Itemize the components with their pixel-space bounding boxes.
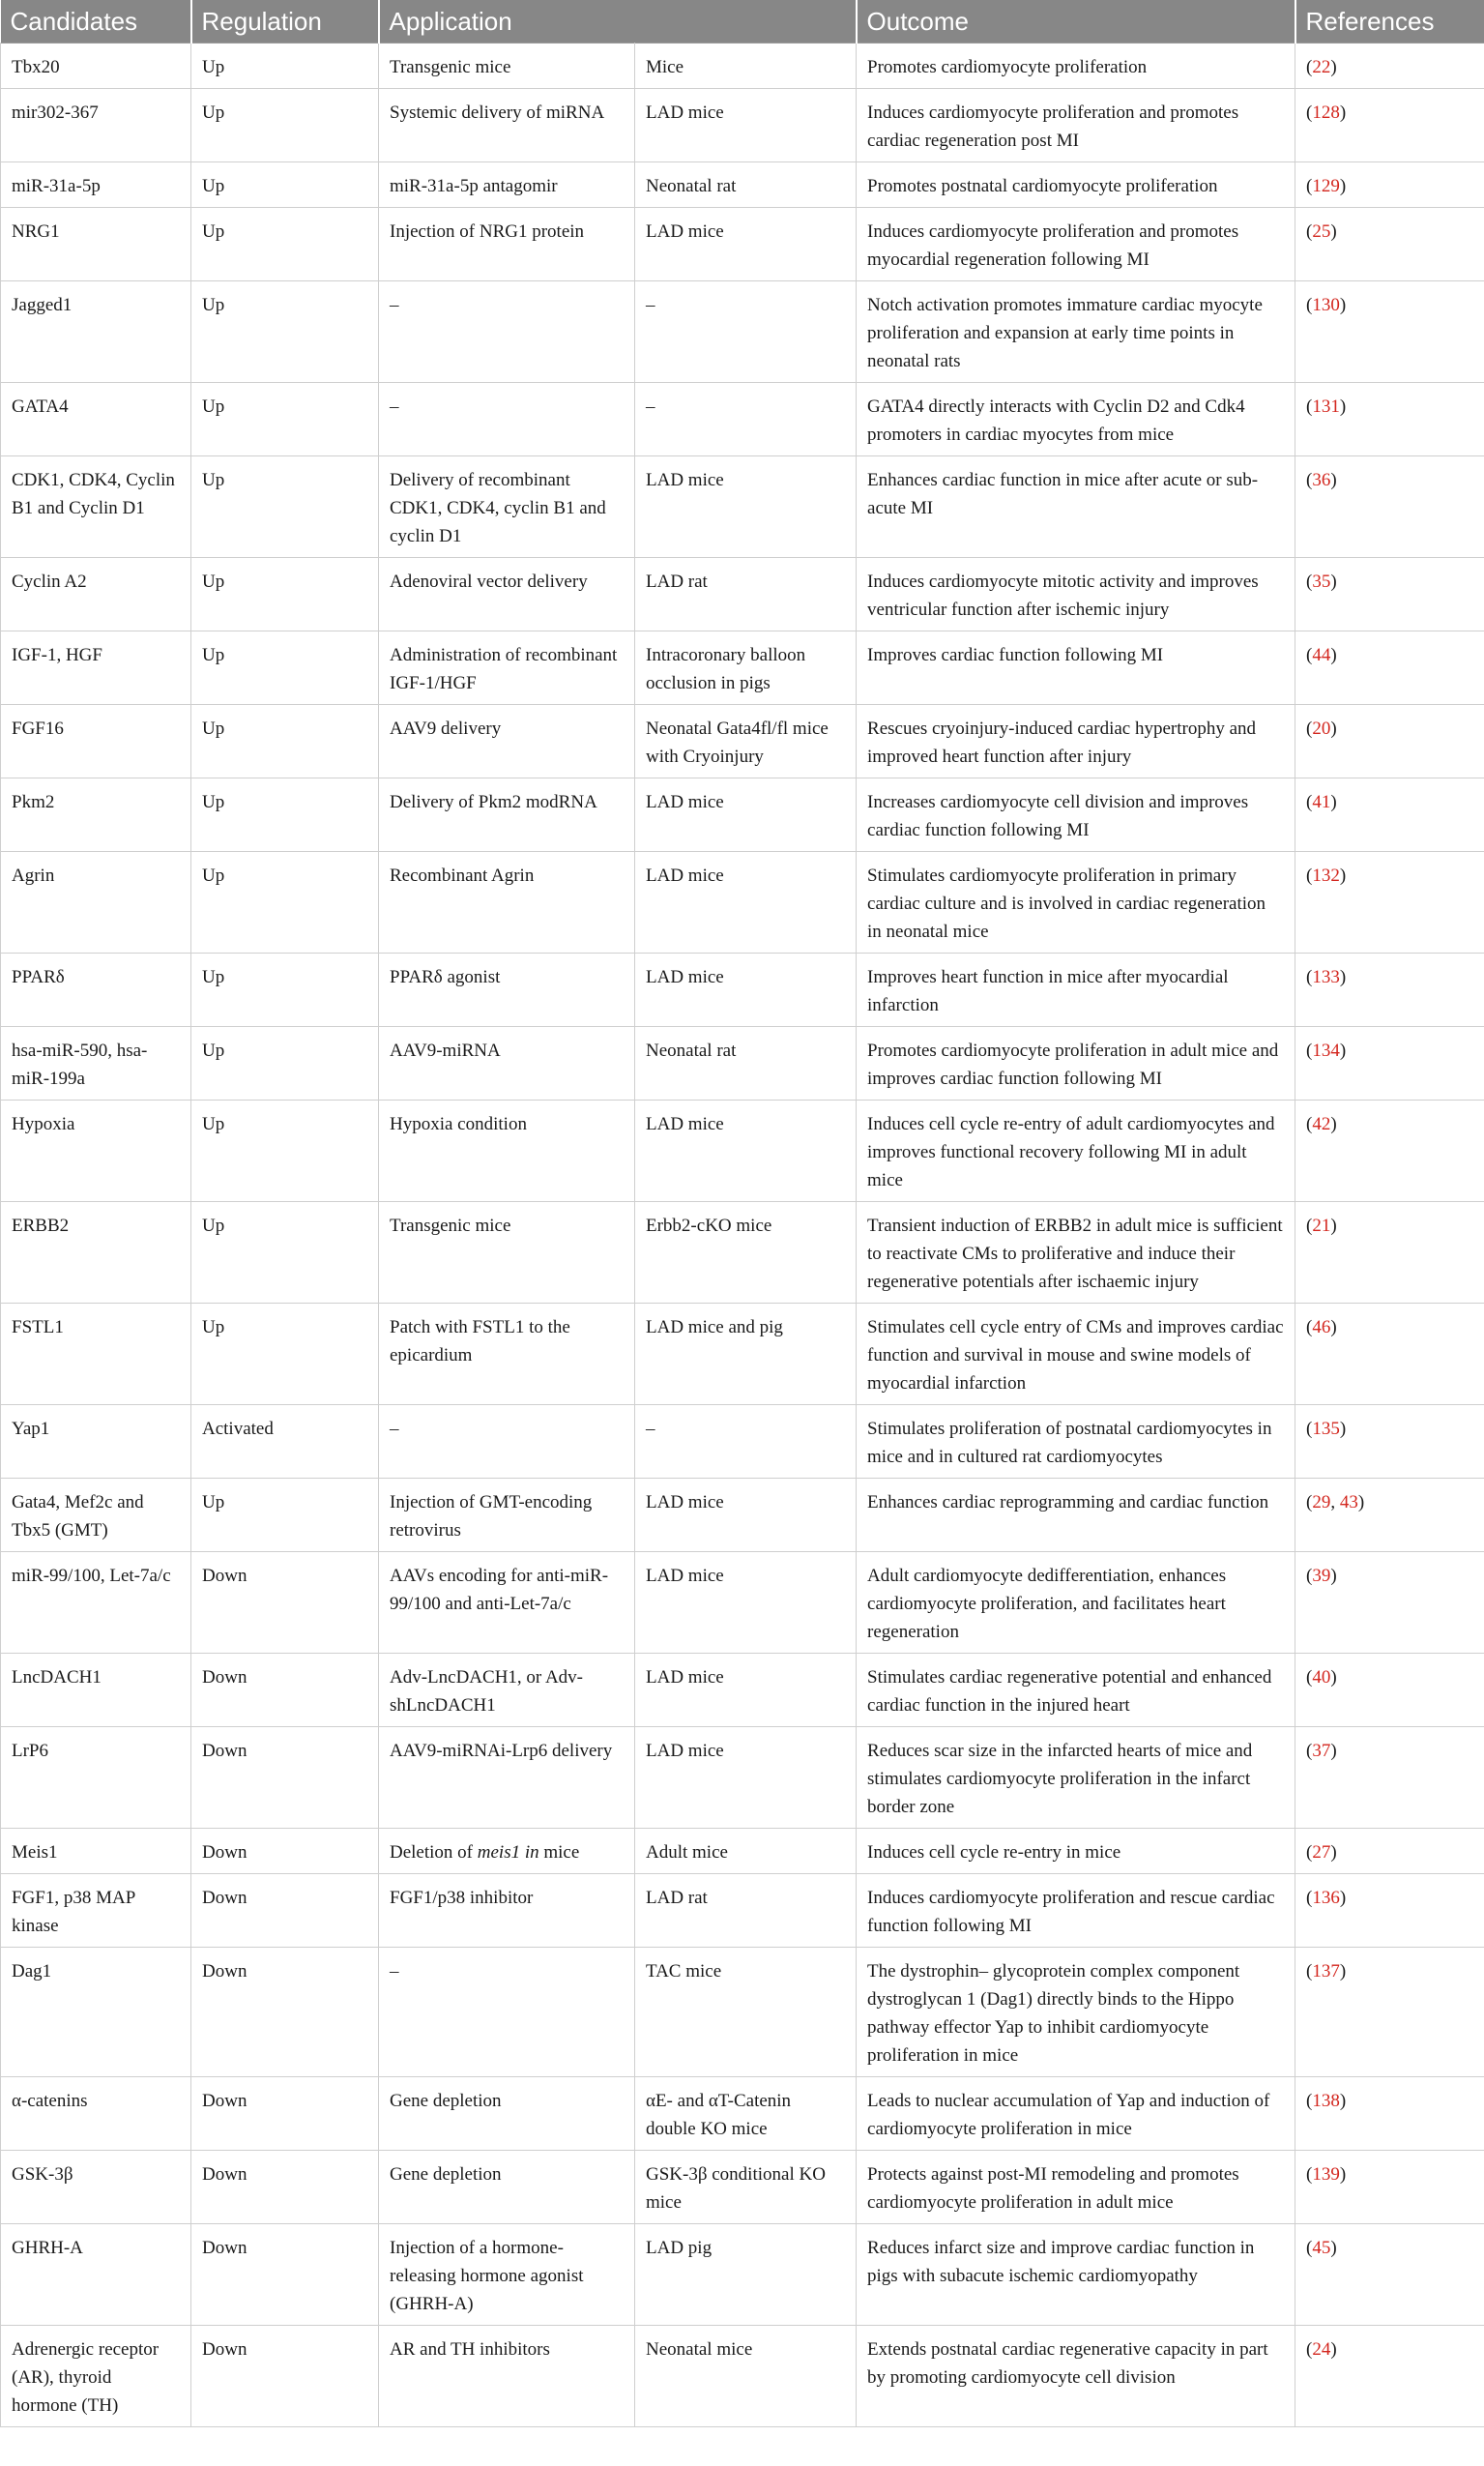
- cell-application: AR and TH inhibitors: [379, 2326, 635, 2427]
- cell-references: (134): [1295, 1027, 1484, 1101]
- cell-model: LAD mice: [635, 456, 857, 558]
- cell-outcome: Promotes postnatal cardiomyocyte proliferation: [857, 162, 1295, 208]
- application-text: mice: [538, 1842, 580, 1863]
- reference-link[interactable]: 42: [1312, 1114, 1331, 1134]
- cell-references: (29, 43): [1295, 1479, 1484, 1552]
- cell-references: (45): [1295, 2224, 1484, 2326]
- header-regulation: Regulation: [191, 0, 379, 44]
- cell-outcome: Reduces scar size in the infarcted hearts of mice and stimulates cardiomyocyte proliferation in the infarct border zone: [857, 1727, 1295, 1829]
- header-application: Application: [379, 0, 857, 44]
- cell-model: Mice: [635, 44, 857, 89]
- cell-outcome: The dystrophin– glycoprotein complex component dystroglycan 1 (Dag1) directly binds to the Hippo pathway effector Yap to inhibit cardiomyocyte proliferation in mice: [857, 1948, 1295, 2077]
- cell-outcome: Induces cell cycle re-entry in mice: [857, 1829, 1295, 1874]
- cell-outcome: Stimulates cardiac regenerative potential and enhanced cardiac function in the injured heart: [857, 1654, 1295, 1727]
- cell-regulation: Down: [191, 1948, 379, 2077]
- cell-outcome: Improves cardiac function following MI: [857, 631, 1295, 705]
- cell-model: αE- and αT-Catenin double KO mice: [635, 2077, 857, 2151]
- cell-references: (25): [1295, 208, 1484, 281]
- cell-references: (36): [1295, 456, 1484, 558]
- table-row: [1, 1654, 1484, 1727]
- reference-link[interactable]: 41: [1312, 792, 1331, 812]
- cell-references: (24): [1295, 2326, 1484, 2427]
- cell-model: –: [635, 383, 857, 456]
- cell-references: (37): [1295, 1727, 1484, 1829]
- reference-link[interactable]: 22: [1312, 57, 1331, 77]
- cell-candidate: Meis1: [1, 1829, 191, 1874]
- cell-references: (42): [1295, 1101, 1484, 1202]
- cell-candidate: IGF-1, HGF: [1, 631, 191, 705]
- cell-outcome: Leads to nuclear accumulation of Yap and induction of cardiomyocyte proliferation in mice: [857, 2077, 1295, 2151]
- cell-candidate: GATA4: [1, 383, 191, 456]
- cell-outcome: Rescues cryoinjury-induced cardiac hypertrophy and improved heart function after injury: [857, 705, 1295, 778]
- table-row: [1, 1552, 1484, 1654]
- table-row: [1, 852, 1484, 954]
- table-row: [1, 89, 1484, 162]
- reference-link[interactable]: 27: [1312, 1842, 1331, 1863]
- cell-candidate: Adrenergic receptor (AR), thyroid hormone (TH): [1, 2326, 191, 2427]
- cell-application: Gene depletion: [379, 2077, 635, 2151]
- cell-outcome: Extends postnatal cardiac regenerative capacity in part by promoting cardiomyocyte cell division: [857, 2326, 1295, 2427]
- reference-link[interactable]: 131: [1312, 396, 1340, 417]
- reference-link[interactable]: 39: [1312, 1566, 1331, 1586]
- cell-references: (139): [1295, 2151, 1484, 2224]
- cell-regulation: Down: [191, 1727, 379, 1829]
- table-row: [1, 1202, 1484, 1304]
- cell-regulation: Down: [191, 2151, 379, 2224]
- cell-candidate: GSK-3β: [1, 2151, 191, 2224]
- cell-application: Gene depletion: [379, 2151, 635, 2224]
- reference-link[interactable]: 135: [1312, 1419, 1340, 1439]
- cell-candidate: CDK1, CDK4, Cyclin B1 and Cyclin D1: [1, 456, 191, 558]
- reference-link[interactable]: 21: [1312, 1216, 1331, 1236]
- cell-outcome: Protects against post-MI remodeling and promotes cardiomyocyte proliferation in adult mice: [857, 2151, 1295, 2224]
- cell-regulation: Down: [191, 2326, 379, 2427]
- cell-regulation: Up: [191, 89, 379, 162]
- table-row: [1, 1727, 1484, 1829]
- cell-candidate: FGF1, p38 MAP kinase: [1, 1874, 191, 1948]
- cell-outcome: Reduces infarct size and improve cardiac function in pigs with subacute ischemic cardiomyopathy: [857, 2224, 1295, 2326]
- cell-model: Adult mice: [635, 1829, 857, 1874]
- table-row: [1, 1027, 1484, 1101]
- cell-application: Administration of recombinant IGF-1/HGF: [379, 631, 635, 705]
- table-row: [1, 778, 1484, 852]
- reference-link[interactable]: 40: [1312, 1667, 1331, 1688]
- cell-model: LAD rat: [635, 1874, 857, 1948]
- cell-application: –: [379, 281, 635, 383]
- reference-link[interactable]: 36: [1312, 470, 1331, 490]
- cell-model: –: [635, 281, 857, 383]
- cell-application: Injection of GMT-encoding retrovirus: [379, 1479, 635, 1552]
- cell-references: (135): [1295, 1405, 1484, 1479]
- reference-link[interactable]: 45: [1312, 2238, 1331, 2258]
- cell-regulation: Up: [191, 383, 379, 456]
- cell-regulation: Down: [191, 2077, 379, 2151]
- cell-application: –: [379, 1948, 635, 2077]
- cell-model: Erbb2-cKO mice: [635, 1202, 857, 1304]
- cell-candidate: Agrin: [1, 852, 191, 954]
- cell-outcome: Induces cardiomyocyte proliferation and rescue cardiac function following MI: [857, 1874, 1295, 1948]
- cell-candidate: LncDACH1: [1, 1654, 191, 1727]
- header-outcome: Outcome: [857, 0, 1295, 44]
- cell-outcome: Induces cell cycle re-entry of adult cardiomyocytes and improves functional recovery following MI in adult mice: [857, 1101, 1295, 1202]
- table-row: [1, 1101, 1484, 1202]
- table-row: [1, 1304, 1484, 1405]
- cell-model: LAD mice: [635, 1101, 857, 1202]
- cell-application: AAV9-miRNA: [379, 1027, 635, 1101]
- table-row: [1, 208, 1484, 281]
- cell-model: –: [635, 1405, 857, 1479]
- cell-regulation: Up: [191, 1101, 379, 1202]
- cell-outcome: Improves heart function in mice after myocardial infarction: [857, 954, 1295, 1027]
- cell-regulation: Up: [191, 208, 379, 281]
- reference-link[interactable]: 136: [1312, 1888, 1340, 1908]
- reference-link[interactable]: 25: [1312, 221, 1331, 242]
- application-gene-italic: meis1 in: [477, 1842, 539, 1863]
- table-row: [1, 456, 1484, 558]
- cell-application: Hypoxia condition: [379, 1101, 635, 1202]
- cell-candidate: α-catenins: [1, 2077, 191, 2151]
- cell-regulation: Up: [191, 44, 379, 89]
- cell-references: (132): [1295, 852, 1484, 954]
- cell-model: LAD mice: [635, 954, 857, 1027]
- cell-candidate: hsa-miR-590, hsa-miR-199a: [1, 1027, 191, 1101]
- reference-link[interactable]: 129: [1312, 176, 1340, 196]
- cell-candidate: Dag1: [1, 1948, 191, 2077]
- cell-candidate: Gata4, Mef2c and Tbx5 (GMT): [1, 1479, 191, 1552]
- table-row: [1, 2326, 1484, 2427]
- reference-link[interactable]: 35: [1312, 572, 1331, 592]
- cell-model: LAD rat: [635, 558, 857, 631]
- cell-application: Recombinant Agrin: [379, 852, 635, 954]
- cell-model: Intracoronary balloon occlusion in pigs: [635, 631, 857, 705]
- cell-application: PPARδ agonist: [379, 954, 635, 1027]
- cell-references: (20): [1295, 705, 1484, 778]
- table-body: [1, 44, 1484, 2427]
- cell-model: GSK-3β conditional KO mice: [635, 2151, 857, 2224]
- cell-references: (130): [1295, 281, 1484, 383]
- cell-regulation: Up: [191, 1202, 379, 1304]
- cell-model: Neonatal rat: [635, 162, 857, 208]
- table-row: [1, 1829, 1484, 1874]
- cell-model: Neonatal Gata4fl/fl mice with Cryoinjury: [635, 705, 857, 778]
- cell-model: LAD mice: [635, 1727, 857, 1829]
- header-row: [1, 0, 1484, 44]
- reference-link[interactable]: 133: [1312, 967, 1340, 987]
- reference-link[interactable]: 44: [1312, 645, 1331, 665]
- reference-link[interactable]: 43: [1339, 1492, 1358, 1512]
- cell-references: (44): [1295, 631, 1484, 705]
- header-references: References: [1295, 0, 1484, 44]
- cell-outcome: GATA4 directly interacts with Cyclin D2 and Cdk4 promoters in cardiac myocytes from mice: [857, 383, 1295, 456]
- cell-candidate: LrP6: [1, 1727, 191, 1829]
- reference-link[interactable]: 24: [1312, 2339, 1331, 2360]
- cell-regulation: Up: [191, 1304, 379, 1405]
- cell-outcome: Enhances cardiac function in mice after acute or sub-acute MI: [857, 456, 1295, 558]
- cell-model: LAD mice: [635, 852, 857, 954]
- cell-application: Adv-LncDACH1, or Adv-shLncDACH1: [379, 1654, 635, 1727]
- table-row: [1, 954, 1484, 1027]
- cell-outcome: Stimulates cardiomyocyte proliferation in primary cardiac culture and is involved in cardiac regeneration in neonatal mice: [857, 852, 1295, 954]
- reference-link[interactable]: 37: [1312, 1741, 1331, 1761]
- cell-outcome: Induces cardiomyocyte proliferation and promotes cardiac regeneration post MI: [857, 89, 1295, 162]
- cell-outcome: Induces cardiomyocyte proliferation and promotes myocardial regeneration following MI: [857, 208, 1295, 281]
- table-row: [1, 558, 1484, 631]
- cell-outcome: Enhances cardiac reprogramming and cardiac function: [857, 1479, 1295, 1552]
- cell-candidate: ERBB2: [1, 1202, 191, 1304]
- reference-link[interactable]: 132: [1312, 866, 1340, 886]
- cell-candidate: Cyclin A2: [1, 558, 191, 631]
- cell-references: (41): [1295, 778, 1484, 852]
- reference-link[interactable]: 130: [1312, 295, 1340, 315]
- cell-application: AAVs encoding for anti-miR-99/100 and anti-Let-7a/c: [379, 1552, 635, 1654]
- table-row: [1, 1479, 1484, 1552]
- reference-link[interactable]: 128: [1312, 103, 1340, 123]
- cell-references: (129): [1295, 162, 1484, 208]
- cell-application: Delivery of recombinant CDK1, CDK4, cyclin B1 and cyclin D1: [379, 456, 635, 558]
- header-candidates: Candidates: [1, 0, 191, 44]
- cell-outcome: Transient induction of ERBB2 in adult mice is sufficient to reactivate CMs to proliferative and induce their regenerative potentials after ischaemic injury: [857, 1202, 1295, 1304]
- cell-regulation: Down: [191, 1552, 379, 1654]
- cell-outcome: Increases cardiomyocyte cell division and improves cardiac function following MI: [857, 778, 1295, 852]
- cell-candidate: Jagged1: [1, 281, 191, 383]
- table-row: [1, 2224, 1484, 2326]
- cell-application: –: [379, 1405, 635, 1479]
- cell-regulation: Up: [191, 778, 379, 852]
- reference-link[interactable]: 139: [1312, 2164, 1340, 2185]
- cell-candidate: Pkm2: [1, 778, 191, 852]
- cell-regulation: Up: [191, 558, 379, 631]
- cell-application: Adenoviral vector delivery: [379, 558, 635, 631]
- table-row: [1, 631, 1484, 705]
- cell-model: LAD mice: [635, 1479, 857, 1552]
- cell-application: –: [379, 383, 635, 456]
- cell-model: LAD mice: [635, 1654, 857, 1727]
- cell-candidate: Hypoxia: [1, 1101, 191, 1202]
- cell-regulation: Up: [191, 852, 379, 954]
- cell-application: Transgenic mice: [379, 1202, 635, 1304]
- cell-candidate: FSTL1: [1, 1304, 191, 1405]
- cell-regulation: Up: [191, 456, 379, 558]
- cell-model: LAD mice: [635, 208, 857, 281]
- table-row: [1, 1405, 1484, 1479]
- reference-link[interactable]: 138: [1312, 2091, 1340, 2111]
- reference-link[interactable]: 137: [1312, 1961, 1340, 1982]
- cell-model: LAD mice: [635, 778, 857, 852]
- cell-outcome: Notch activation promotes immature cardiac myocyte proliferation and expansion at early time points in neonatal rats: [857, 281, 1295, 383]
- cell-outcome: Stimulates proliferation of postnatal cardiomyocytes in mice and in cultured rat cardiomyocytes: [857, 1405, 1295, 1479]
- table-row: [1, 383, 1484, 456]
- reference-link[interactable]: 29: [1312, 1492, 1331, 1512]
- cell-references: (39): [1295, 1552, 1484, 1654]
- cell-outcome: Stimulates cell cycle entry of CMs and improves cardiac function and survival in mouse and swine models of myocardial infarction: [857, 1304, 1295, 1405]
- cell-candidate: miR-31a-5p: [1, 162, 191, 208]
- application-text: Deletion of: [390, 1842, 478, 1863]
- cell-references: (138): [1295, 2077, 1484, 2151]
- table-row: [1, 2151, 1484, 2224]
- table-row: [1, 2077, 1484, 2151]
- table-row: [1, 1874, 1484, 1948]
- cell-application: [379, 1829, 635, 1874]
- cell-application: Patch with FSTL1 to the epicardium: [379, 1304, 635, 1405]
- cell-regulation: Up: [191, 954, 379, 1027]
- cell-references: (21): [1295, 1202, 1484, 1304]
- cell-references: (35): [1295, 558, 1484, 631]
- cell-regulation: Activated: [191, 1405, 379, 1479]
- cell-regulation: Up: [191, 631, 379, 705]
- cell-application: Transgenic mice: [379, 44, 635, 89]
- cell-references: (27): [1295, 1829, 1484, 1874]
- cell-candidate: miR-99/100, Let-7a/c: [1, 1552, 191, 1654]
- cell-candidate: PPARδ: [1, 954, 191, 1027]
- reference-link[interactable]: 20: [1312, 719, 1331, 739]
- cell-model: Neonatal rat: [635, 1027, 857, 1101]
- cell-model: TAC mice: [635, 1948, 857, 2077]
- cell-application: Injection of NRG1 protein: [379, 208, 635, 281]
- cell-references: (46): [1295, 1304, 1484, 1405]
- cell-candidate: FGF16: [1, 705, 191, 778]
- table-row: [1, 162, 1484, 208]
- cell-outcome: Adult cardiomyocyte dedifferentiation, enhances cardiomyocyte proliferation, and facilitates heart regeneration: [857, 1552, 1295, 1654]
- cell-model: LAD mice: [635, 89, 857, 162]
- cell-application: miR-31a-5p antagomir: [379, 162, 635, 208]
- cell-application: Systemic delivery of miRNA: [379, 89, 635, 162]
- cell-references: (136): [1295, 1874, 1484, 1948]
- cell-application: Delivery of Pkm2 modRNA: [379, 778, 635, 852]
- cell-outcome: Promotes cardiomyocyte proliferation in adult mice and improves cardiac function following MI: [857, 1027, 1295, 1101]
- cell-regulation: Up: [191, 705, 379, 778]
- reference-link[interactable]: 46: [1312, 1317, 1331, 1337]
- cell-regulation: Down: [191, 2224, 379, 2326]
- cell-references: (131): [1295, 383, 1484, 456]
- cell-references: (128): [1295, 89, 1484, 162]
- cell-model: LAD pig: [635, 2224, 857, 2326]
- cell-candidate: NRG1: [1, 208, 191, 281]
- cell-regulation: Up: [191, 1027, 379, 1101]
- cell-candidate: Yap1: [1, 1405, 191, 1479]
- cell-application: AAV9-miRNAi-Lrp6 delivery: [379, 1727, 635, 1829]
- table-row: [1, 705, 1484, 778]
- table-row: [1, 44, 1484, 89]
- cell-application: FGF1/p38 inhibitor: [379, 1874, 635, 1948]
- cell-outcome: Induces cardiomyocyte mitotic activity and improves ventricular function after ischemic injury: [857, 558, 1295, 631]
- cell-regulation: Down: [191, 1829, 379, 1874]
- cell-candidate: GHRH-A: [1, 2224, 191, 2326]
- cell-references: (137): [1295, 1948, 1484, 2077]
- cell-references: (133): [1295, 954, 1484, 1027]
- cell-regulation: Up: [191, 281, 379, 383]
- cell-regulation: Down: [191, 1654, 379, 1727]
- cell-application: AAV9 delivery: [379, 705, 635, 778]
- cell-candidate: Tbx20: [1, 44, 191, 89]
- cell-model: Neonatal mice: [635, 2326, 857, 2427]
- cell-references: (40): [1295, 1654, 1484, 1727]
- table-row: [1, 1948, 1484, 2077]
- cell-model: LAD mice: [635, 1552, 857, 1654]
- cell-candidate: mir302-367: [1, 89, 191, 162]
- cell-references: (22): [1295, 44, 1484, 89]
- cell-application: Injection of a hormone-releasing hormone agonist (GHRH-A): [379, 2224, 635, 2326]
- cell-regulation: Up: [191, 1479, 379, 1552]
- cell-regulation: Down: [191, 1874, 379, 1948]
- cell-outcome: Promotes cardiomyocyte proliferation: [857, 44, 1295, 89]
- cell-model: LAD mice and pig: [635, 1304, 857, 1405]
- table-row: [1, 281, 1484, 383]
- cell-regulation: Up: [191, 162, 379, 208]
- reference-link[interactable]: 134: [1312, 1041, 1340, 1061]
